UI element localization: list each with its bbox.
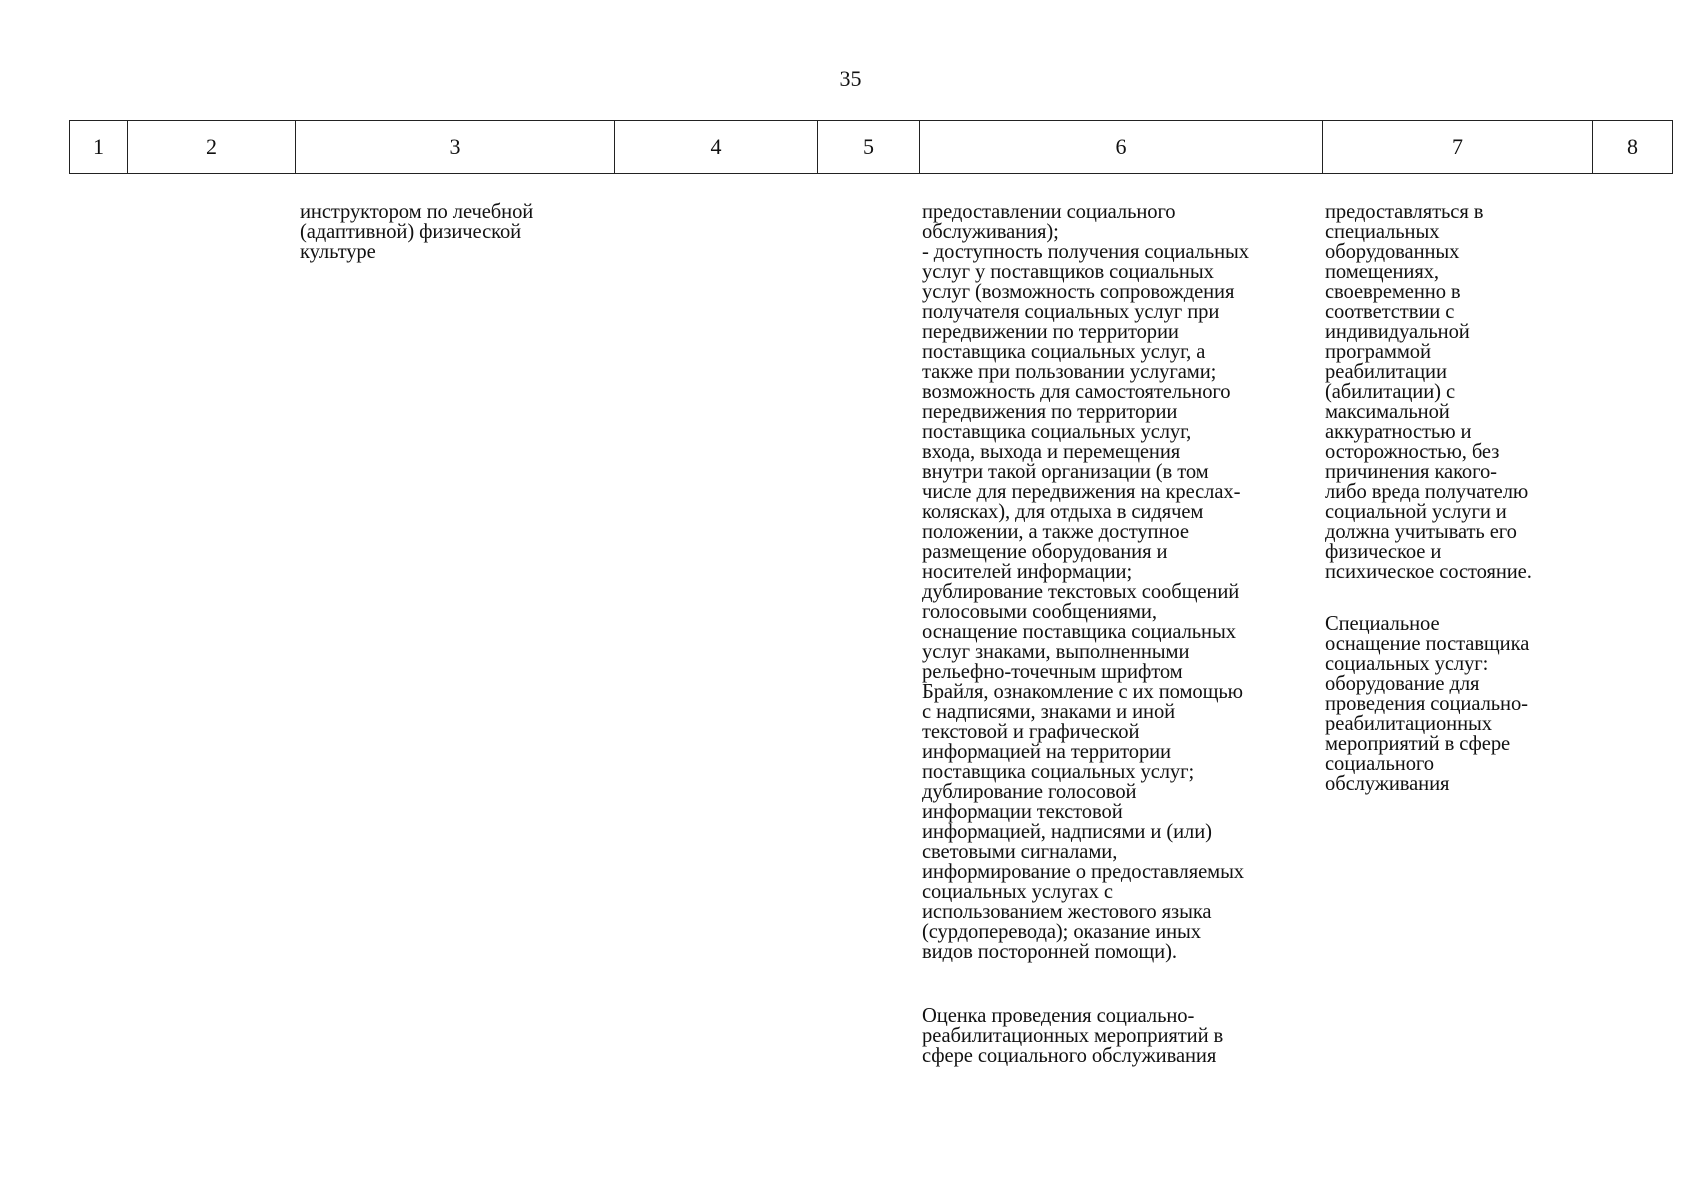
column-7-equipment-paragraph: Специальное оснащение поставщика социальных услуг: оборудование для проведения социально- реабилитационных мероприятий в сфере социального обслуживания (1325, 613, 1530, 795)
header-row (70, 121, 1673, 174)
column-6-text (922, 182, 1322, 1086)
header-cell-4: 4 (615, 121, 818, 174)
column-7-text (1325, 182, 1595, 814)
column-7-conditions-paragraph: предоставляться в специальных оборудованных помещениях, своевременно в соответствии с индивидуальной программой реабилитации (абилитации) с максимальной аккуратностью и осторожностью, без причинения какого- либо вреда получателю социальной услуги и должна учитывать его физическое и психическое состояние. (1325, 201, 1532, 583)
header-cell-6: 6 (920, 121, 1323, 174)
header-cell-8: 8 (1593, 121, 1673, 174)
header-cell-2: 2 (128, 121, 296, 174)
column-6-assessment-paragraph: Оценка проведения социально- реабилитационных мероприятий в сфере социального обслуживания (922, 1005, 1224, 1067)
column-6-accessibility-paragraph: предоставлении социального обслуживания); - доступность получения социальных услуг у поставщиков социальных услуг (возможность сопровождения получателя социальных услуг при передвижении по территории поставщика социальных услуг, а также при пользовании услугами; возможность для самостоятельного передвижения по территории поставщика социальных услуг, входа, выхода и перемещения внутри такой организации (в том числе для передвижения на креслах- колясках), для отдыха в сидячем положении, а также доступное размещение оборудования и носителей информации; дублирование текстовых сообщений голосовыми сообщениями, оснащение поставщика социальных услуг знаками, выполненными рельефно-точечным шрифтом Брайля, ознакомление с их помощью с надписями, знаками и иной текстовой и графической информацией на территории поставщика социальных услуг; дублирование голосовой информации текстовой информацией, надписями и (или) световыми сигналами, информирование о предоставляемых социальных услугах с использованием жестового языка (сурдоперевода); оказание иных видов посторонней помощи). (922, 201, 1249, 963)
column-3-paragraph: инструктором по лечебной (адаптивной) физической культуре (300, 201, 534, 263)
column-3-text (300, 182, 600, 282)
column-number-header (69, 120, 1673, 174)
header-cell-5: 5 (818, 121, 920, 174)
header-cell-7: 7 (1323, 121, 1593, 174)
page-number: 35 (839, 66, 862, 91)
header-cell-3: 3 (296, 121, 615, 174)
header-cell-1: 1 (70, 121, 128, 174)
